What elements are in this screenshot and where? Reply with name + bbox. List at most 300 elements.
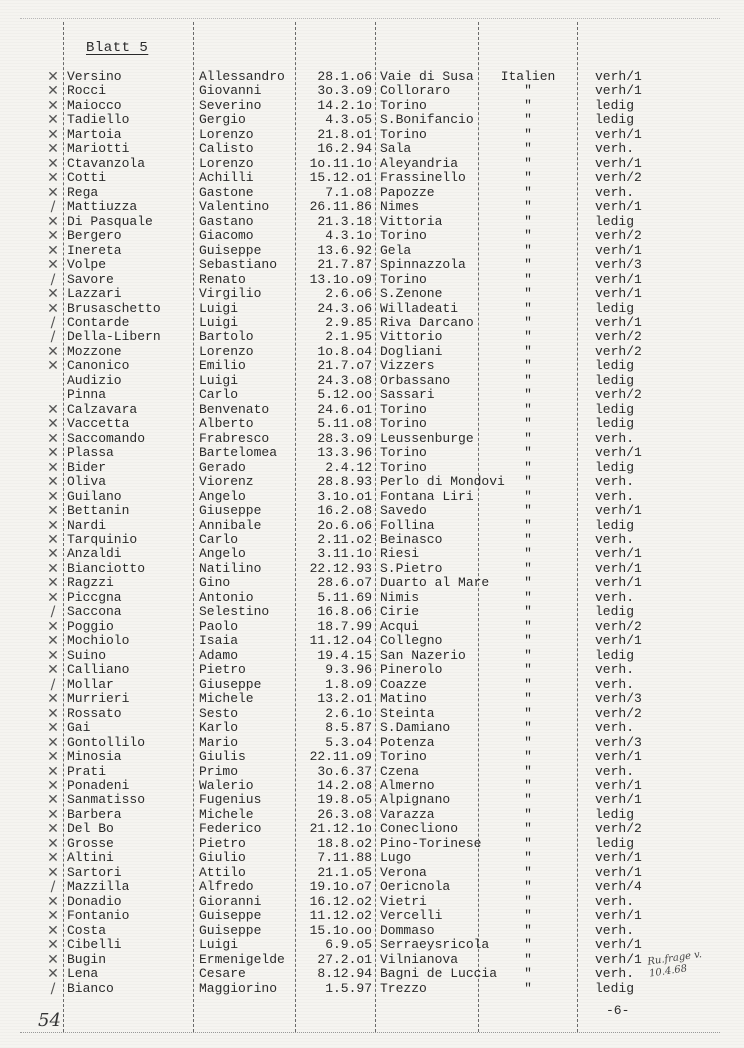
birthplace-cell: Pino-Torinese	[380, 835, 482, 851]
given-name-cell: Gerado	[199, 459, 246, 475]
surname-cell: Murrieri	[67, 691, 130, 707]
table-row	[0, 475, 744, 489]
marital-status-cell: verh/1	[595, 560, 642, 576]
check-mark-icon: ✕	[47, 922, 59, 939]
table-row	[0, 374, 744, 388]
birthplace-cell: Gela	[380, 242, 412, 258]
surname-cell: Volpe	[67, 257, 107, 273]
marital-status-cell: verh/2	[595, 387, 642, 403]
birth-date-cell: 14.2.1o	[317, 97, 372, 113]
country-cell: "	[524, 749, 532, 765]
birthplace-cell: Frassinello	[380, 170, 466, 186]
surname-cell: Sanmatisso	[67, 792, 146, 808]
marital-status-cell: verh/1	[595, 951, 642, 967]
table-row	[0, 924, 744, 938]
surname-cell: Martoia	[67, 126, 122, 142]
marital-status-cell: verh/1	[595, 864, 642, 880]
marital-status-cell: verh.	[595, 430, 635, 446]
marital-status-cell: verh/1	[595, 314, 642, 330]
marital-status-cell: verh/1	[595, 908, 642, 924]
marital-status-cell: verh/1	[595, 126, 642, 142]
surname-cell: Lena	[67, 966, 99, 982]
birthplace-cell: Serraeysricola	[380, 937, 490, 953]
given-name-cell: Michele	[199, 691, 254, 707]
birthplace-cell: Leussenburge	[380, 430, 474, 446]
birthplace-cell: Nimis	[380, 589, 420, 605]
surname-cell: Ponadeni	[67, 777, 130, 793]
country-cell: "	[524, 445, 532, 461]
birthplace-cell: Potenza	[380, 734, 435, 750]
marital-status-cell: verh/1	[595, 271, 642, 287]
given-name-cell: Giulio	[199, 850, 246, 866]
given-name-cell: Fugenius	[199, 792, 262, 808]
birthplace-cell: Torino	[380, 416, 427, 432]
marital-status-cell: verh.	[595, 662, 635, 678]
country-cell: "	[524, 835, 532, 851]
birth-date-cell: 3.11.1o	[317, 546, 372, 562]
check-mark-icon: ✕	[47, 228, 59, 245]
check-mark-icon: ✕	[47, 734, 59, 751]
birth-date-cell: 11.12.o4	[309, 633, 372, 649]
surname-cell: Inereta	[67, 242, 122, 258]
surname-cell: Donadio	[67, 893, 122, 909]
surname-cell: Maiocco	[67, 97, 122, 113]
surname-cell: Anzaldi	[67, 546, 122, 562]
country-cell: "	[524, 228, 532, 244]
table-row	[0, 403, 744, 417]
birthplace-cell: Cirie	[380, 604, 420, 620]
table-row	[0, 504, 744, 518]
surname-cell: Nardi	[67, 517, 107, 533]
birthplace-cell: Acqui	[380, 618, 420, 634]
marital-status-cell: ledig	[595, 416, 635, 432]
country-cell: "	[524, 97, 532, 113]
check-mark-icon: ✕	[47, 141, 59, 158]
country-cell: "	[524, 705, 532, 721]
birthplace-cell: Vittorio	[380, 329, 443, 345]
surname-cell: Saccona	[67, 604, 122, 620]
marital-status-cell: verh/1	[595, 242, 642, 258]
marital-status-cell: ledig	[595, 372, 635, 388]
given-name-cell: Paolo	[199, 618, 239, 634]
table-row	[0, 70, 744, 84]
country-cell: "	[524, 83, 532, 99]
birth-date-cell: 21.7.o7	[317, 358, 372, 374]
country-cell: "	[524, 532, 532, 547]
birth-date-cell: 15.1o.oo	[309, 922, 372, 938]
marital-status-cell: ledig	[595, 806, 635, 822]
check-mark-icon: ✕	[47, 589, 59, 606]
check-mark-icon: ✕	[47, 286, 59, 303]
birth-date-cell: 21.7.87	[317, 257, 372, 273]
check-mark-icon: ✕	[47, 503, 59, 520]
surname-cell: Mazzilla	[67, 879, 130, 895]
marital-status-cell: ledig	[595, 517, 635, 533]
country-cell: "	[524, 966, 532, 982]
handwritten-note: Ru.frage v. 10.4.68	[646, 949, 703, 980]
marital-status-cell: verh.	[595, 676, 635, 692]
table-row	[0, 171, 744, 185]
table-row	[0, 519, 744, 533]
given-name-cell: Lorenzo	[199, 155, 254, 171]
table-row	[0, 678, 744, 692]
marital-status-cell: verh/1	[595, 155, 642, 171]
check-mark-icon: ✕	[47, 83, 59, 100]
surname-cell: Mochiolo	[67, 633, 130, 649]
country-cell: "	[524, 720, 532, 736]
table-row	[0, 605, 744, 619]
check-mark-icon: /	[50, 604, 56, 621]
check-mark-icon: ✕	[47, 966, 59, 983]
given-name-cell: Virgilio	[199, 286, 262, 302]
birth-date-cell: 3.1o.o1	[317, 488, 372, 504]
surname-cell: Cibelli	[67, 937, 122, 953]
table-row	[0, 273, 744, 287]
table-row	[0, 851, 744, 865]
birthplace-cell: S.Bonifancio	[380, 112, 474, 128]
country-cell: "	[524, 850, 532, 866]
birth-date-cell: 28.3.o9	[317, 430, 372, 446]
given-name-cell: Ermenigelde	[199, 951, 285, 967]
country-cell: "	[524, 112, 532, 128]
check-mark-icon: ✕	[47, 792, 59, 809]
table-row	[0, 229, 744, 243]
table-row	[0, 880, 744, 894]
country-cell: "	[524, 430, 532, 446]
country-cell: "	[524, 141, 532, 157]
birthplace-cell: Bagni de Luccia	[380, 966, 498, 982]
surname-cell: Prati	[67, 763, 107, 779]
birthplace-cell: Matino	[380, 691, 427, 707]
check-mark-icon: ✕	[47, 532, 59, 548]
table-row	[0, 938, 744, 952]
given-name-cell: Gastone	[199, 184, 254, 200]
given-name-cell: Pietro	[199, 662, 246, 678]
given-name-cell: Gergio	[199, 112, 246, 128]
birthplace-cell: Vaie di Susa	[380, 69, 474, 84]
check-mark-icon: /	[50, 271, 56, 288]
given-name-cell: Gastano	[199, 213, 254, 229]
marital-status-cell: verh/1	[595, 850, 642, 866]
surname-cell: Del Bo	[67, 821, 114, 837]
marital-status-cell: ledig	[595, 213, 635, 229]
birth-date-cell: 13.3.96	[317, 445, 372, 461]
birthplace-cell: Vietri	[380, 893, 427, 909]
surname-cell: Tadiello	[67, 112, 130, 128]
country-cell: "	[524, 343, 532, 359]
birth-date-cell: 4.3.1o	[325, 228, 372, 244]
table-row	[0, 779, 744, 793]
country-cell: "	[524, 575, 532, 591]
marital-status-cell: verh/1	[595, 777, 642, 793]
country-cell: "	[524, 517, 532, 533]
country-cell: "	[524, 546, 532, 562]
birthplace-cell: Torino	[380, 459, 427, 475]
country-cell: "	[524, 372, 532, 388]
given-name-cell: Giacomo	[199, 228, 254, 244]
marital-status-cell: verh/1	[595, 69, 642, 84]
check-mark-icon: ✕	[47, 445, 59, 462]
check-mark-icon: ✕	[47, 821, 59, 838]
check-mark-icon: ✕	[47, 242, 59, 259]
birth-date-cell: 13.6.92	[317, 242, 372, 258]
birth-date-cell: 19.1o.o7	[309, 879, 372, 895]
birthplace-cell: Dogliani	[380, 343, 443, 359]
table-row	[0, 953, 744, 967]
surname-cell: Grosse	[67, 835, 114, 851]
marital-status-cell: verh/1	[595, 633, 642, 649]
birth-date-cell: 27.2.o1	[317, 951, 372, 967]
surname-cell: Audizio	[67, 372, 122, 388]
marital-status-cell: ledig	[595, 112, 635, 128]
country-cell: "	[524, 213, 532, 229]
given-name-cell: Luigi	[199, 372, 239, 388]
given-name-cell: Natilino	[199, 560, 262, 576]
table-row	[0, 576, 744, 590]
surname-cell: Mollar	[67, 676, 114, 692]
table-row	[0, 461, 744, 475]
given-name-cell: Pietro	[199, 835, 246, 851]
birth-date-cell: 2.4.12	[325, 459, 372, 475]
country-cell: "	[524, 647, 532, 663]
surname-cell: Lazzari	[67, 286, 122, 302]
given-name-cell: Attilo	[199, 864, 246, 880]
table-row	[0, 822, 744, 836]
country-cell: "	[524, 242, 532, 258]
given-name-cell: Guiseppe	[199, 922, 262, 938]
marital-status-cell: verh/2	[595, 618, 642, 634]
given-name-cell: Luigi	[199, 937, 239, 953]
table-row	[0, 215, 744, 229]
check-mark-icon: ✕	[47, 416, 59, 433]
table-row	[0, 649, 744, 663]
country-cell: "	[524, 922, 532, 938]
given-name-cell: Guiseppe	[199, 242, 262, 258]
given-name-cell: Lorenzo	[199, 126, 254, 142]
check-mark-icon: ✕	[47, 777, 59, 794]
check-mark-icon: ✕	[47, 908, 59, 925]
surname-cell: Rocci	[67, 83, 107, 99]
birth-date-cell: 3o.6.37	[317, 763, 372, 779]
surname-cell: Guilano	[67, 488, 122, 504]
surname-cell: Bianco	[67, 980, 114, 996]
margin-number: 54	[38, 1010, 61, 1031]
marital-status-cell: verh.	[595, 966, 635, 982]
surname-cell: Costa	[67, 922, 107, 938]
country-cell: "	[524, 271, 532, 287]
marital-status-cell: verh/3	[595, 691, 642, 707]
country-cell: "	[524, 879, 532, 895]
birth-date-cell: 16.12.o2	[309, 893, 372, 909]
given-name-cell: Gino	[199, 575, 231, 591]
table-row	[0, 793, 744, 807]
table-row	[0, 316, 744, 330]
table-row	[0, 302, 744, 316]
country-cell: "	[524, 618, 532, 634]
check-mark-icon: /	[50, 879, 56, 896]
table-row	[0, 330, 744, 344]
birthplace-cell: Torino	[380, 401, 427, 417]
marital-status-cell: verh.	[595, 141, 635, 157]
table-row	[0, 866, 744, 880]
page-number: -6-	[606, 1003, 630, 1018]
birthplace-cell: Oericnola	[380, 879, 451, 895]
surname-cell: Canonico	[67, 358, 130, 374]
birth-date-cell: 19.4.15	[317, 647, 372, 663]
marital-status-cell: ledig	[595, 401, 635, 417]
table-row	[0, 84, 744, 98]
birth-date-cell: 5.3.o4	[325, 734, 372, 750]
country-cell: "	[524, 401, 532, 417]
country-cell: "	[524, 691, 532, 707]
table-row	[0, 736, 744, 750]
surname-cell: Calzavara	[67, 401, 138, 417]
marital-status-cell: verh/3	[595, 734, 642, 750]
surname-cell: Suino	[67, 647, 107, 663]
table-row	[0, 490, 744, 504]
given-name-cell: Sesto	[199, 705, 239, 721]
birth-date-cell: 11.12.o2	[309, 908, 372, 924]
birth-date-cell: 21.1.o5	[317, 864, 372, 880]
birthplace-cell: Collegno	[380, 633, 443, 649]
marital-status-cell: verh.	[595, 589, 635, 605]
given-name-cell: Achilli	[199, 170, 254, 186]
check-mark-icon: ✕	[47, 749, 59, 766]
surname-cell: Bider	[67, 459, 107, 475]
birth-date-cell: 2.9.85	[325, 314, 372, 330]
birthplace-cell: Vittoria	[380, 213, 443, 229]
surname-cell: Fontanio	[67, 908, 130, 924]
check-mark-icon: ✕	[47, 155, 59, 172]
given-name-cell: Viorenz	[199, 474, 254, 490]
check-mark-icon: ✕	[47, 112, 59, 129]
table-row	[0, 750, 744, 764]
country-cell: "	[524, 676, 532, 692]
birthplace-cell: Steinta	[380, 705, 435, 721]
marital-status-cell: verh.	[595, 474, 635, 490]
check-mark-icon: ✕	[47, 517, 59, 534]
country-cell: "	[524, 488, 532, 504]
given-name-cell: Bartolo	[199, 329, 254, 345]
birthplace-cell: Torino	[380, 749, 427, 765]
marital-status-cell: verh/3	[595, 257, 642, 273]
birth-date-cell: 8.5.87	[325, 720, 372, 736]
given-name-cell: Antonio	[199, 589, 254, 605]
country-cell: "	[524, 821, 532, 837]
check-mark-icon: ✕	[47, 358, 59, 375]
table-row	[0, 634, 744, 648]
table-row	[0, 99, 744, 113]
country-cell: "	[524, 329, 532, 345]
table-row	[0, 591, 744, 605]
birthplace-cell: Almerno	[380, 777, 435, 793]
surname-cell: Ctavanzola	[67, 155, 146, 171]
surname-cell: Tarquinio	[67, 532, 138, 547]
birthplace-cell: Savedo	[380, 503, 427, 519]
marital-status-cell: ledig	[595, 300, 635, 316]
table-row	[0, 446, 744, 460]
given-name-cell: Severino	[199, 97, 262, 113]
check-mark-icon: ✕	[47, 401, 59, 418]
check-mark-icon: /	[50, 329, 56, 346]
surname-cell: Gontollilo	[67, 734, 146, 750]
check-mark-icon: /	[50, 314, 56, 331]
birthplace-cell: Duarto al Mare	[380, 575, 490, 591]
country-cell: "	[524, 459, 532, 475]
marital-status-cell: verh/1	[595, 937, 642, 953]
birthplace-cell: Torino	[380, 228, 427, 244]
birth-date-cell: 18.8.o2	[317, 835, 372, 851]
check-mark-icon: ✕	[47, 806, 59, 823]
birth-date-cell: 28.1.o6	[317, 69, 372, 84]
given-name-cell: Lorenzo	[199, 343, 254, 359]
given-name-cell: Mario	[199, 734, 239, 750]
marital-status-cell: ledig	[595, 835, 635, 851]
country-cell: "	[524, 806, 532, 822]
birth-date-cell: 6.9.o5	[325, 937, 372, 953]
surname-cell: Oliva	[67, 474, 107, 490]
country-cell: "	[524, 980, 532, 996]
table-row	[0, 432, 744, 446]
surname-cell: Ragzzi	[67, 575, 114, 591]
surname-cell: Cotti	[67, 170, 107, 186]
given-name-cell: Giuseppe	[199, 503, 262, 519]
marital-status-cell: verh/4	[595, 879, 642, 895]
birthplace-cell: Torino	[380, 97, 427, 113]
check-mark-icon: ✕	[47, 213, 59, 230]
surname-cell: Bianciotto	[67, 560, 146, 576]
marital-status-cell: ledig	[595, 980, 635, 996]
country-cell: "	[524, 951, 532, 967]
top-rule	[20, 18, 720, 19]
table-row	[0, 417, 744, 431]
marital-status-cell: verh.	[595, 720, 635, 736]
birth-date-cell: 28.8.93	[317, 474, 372, 490]
surname-cell: Pinna	[67, 387, 107, 403]
check-mark-icon: ✕	[47, 257, 59, 274]
surname-cell: Minosia	[67, 749, 122, 765]
country-cell: "	[524, 937, 532, 953]
table-row	[0, 157, 744, 171]
check-mark-icon: ✕	[47, 720, 59, 737]
birth-date-cell: 13.1o.o9	[309, 271, 372, 287]
country-cell: "	[524, 864, 532, 880]
birth-date-cell: 1o.8.o4	[317, 343, 372, 359]
country-cell: "	[524, 560, 532, 576]
birthplace-cell: Pinerolo	[380, 662, 443, 678]
country-cell: "	[524, 314, 532, 330]
marital-status-cell: ledig	[595, 97, 635, 113]
birthplace-cell: S.Zenone	[380, 286, 443, 302]
marital-status-cell: verh/1	[595, 575, 642, 591]
given-name-cell: Giulis	[199, 749, 246, 765]
birthplace-cell: Conecliono	[380, 821, 459, 837]
surname-cell: Saccomando	[67, 430, 146, 446]
surname-cell: Versino	[67, 69, 122, 84]
marital-status-cell: verh.	[595, 184, 635, 200]
check-mark-icon: ✕	[47, 459, 59, 476]
birthplace-cell: Coazze	[380, 676, 427, 692]
marital-status-cell: verh.	[595, 922, 635, 938]
birth-date-cell: 5.12.oo	[317, 387, 372, 403]
surname-cell: Gai	[67, 720, 91, 736]
table-row	[0, 982, 744, 996]
birth-date-cell: 26.11.86	[309, 199, 372, 215]
surname-cell: Bettanin	[67, 503, 130, 519]
birth-date-cell: 1.8.o9	[325, 676, 372, 692]
country-cell: "	[524, 763, 532, 779]
birth-date-cell: 15.12.o1	[309, 170, 372, 186]
